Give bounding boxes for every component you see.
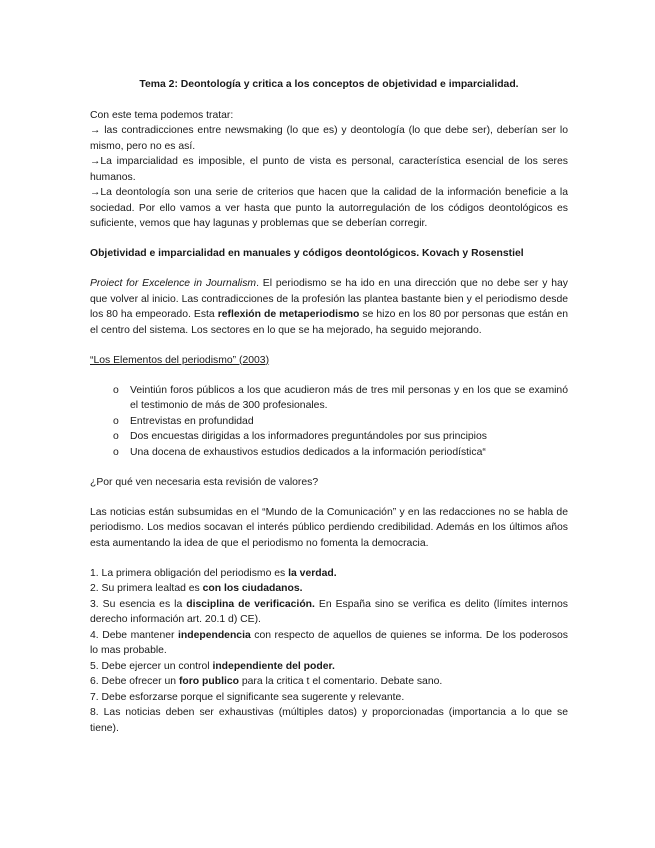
numbered-list	[90, 566, 568, 737]
bullet-icon: o	[113, 431, 119, 442]
arrow-icon: →	[90, 187, 101, 198]
list-item: o Una docena de exhaustivos estudios dedicados a la información periodística“	[113, 445, 568, 461]
intro-point: →La imparcialidad es imposible, el punto de vista es personal, característica esencial de los seres humanos.	[90, 156, 568, 183]
numbered-item: 7. Debe esforzarse porque el significante sea sugerente y relevante.	[90, 691, 405, 703]
paragraph: Las noticias están subsumidas en el “Mundo de la Comunicación” y en las redacciones no se habla de periodismo. Los medios socavan el interés público perdiendo credibilidad. Además en los últimos años esta aumentando la idea de que el periodismo no fomenta la democracia.	[90, 506, 568, 549]
project-name: Proiect for Excelence in Journalism	[90, 278, 257, 289]
numbered-item: 5. Debe ejercer un control independiente del poder.	[90, 660, 335, 672]
document-title: Tema 2: Deontología y critica a los conceptos de objetividad e imparcialidad.	[139, 79, 519, 90]
emphasis: reflexión de metaperiodismo	[217, 309, 360, 320]
bullet-icon: o	[113, 446, 119, 458]
list-item: o Veintiún foros públicos a los que acudieron más de tres mil personas y en los que se examinó el testimonio de más de 300 profesionales.	[113, 384, 568, 411]
list-item: o Dos encuestas dirigidas a los informadores preguntándoles por sus principios	[113, 429, 568, 445]
numbered-item: 8. Las noticias deben ser exhaustivas (múltiples datos) y proporcionadas (importancia a lo que se tiene).	[90, 707, 568, 734]
bullet-icon: o	[113, 384, 119, 396]
arrow-icon: →	[90, 125, 101, 136]
question: ¿Por qué ven necesaria esta revisión de valores?	[90, 476, 319, 488]
numbered-item: 2. Su primera lealtad es con los ciudadanos.	[90, 583, 303, 594]
book-heading: “Los Elementos del periodismo” (2003)	[90, 354, 270, 366]
bullet-list	[90, 383, 568, 461]
numbered-item: 6. Debe ofrecer un foro publico para la critica t el comentario. Debate sano.	[90, 676, 443, 687]
arrow-icon: →	[90, 156, 101, 167]
intro-lead: Con este tema podemos tratar:	[90, 109, 234, 121]
intro-point: →La deontología son una serie de criterios que hacen que la calidad de la información beneficie a la sociedad. Por ello vamos a ver hasta que punto la autorregulación de los códigos deontológicos es suficiente, vemos que hay lagunas y problemas que se deberían corregir.	[90, 187, 568, 229]
section1-paragraph: Proiect for Excelence in Journalism. El periodismo se ha ido en una dirección que no debe ser y hay que volver al inicio. Las contradicciones de la profesión las plantea bastante bien y el periodismo desde los 80 ha empeorado. Esta reflexión de metaperiodismo se hizo en los 80 por personas que están en el centro del sistema. Los sectores en lo que se ha mejorado, ha seguido mejorando.	[90, 278, 568, 336]
intro-point: → las contradicciones entre newsmaking (lo que es) y deontología (lo que debe ser), deberían ser lo mismo, pero no es así.	[90, 125, 568, 152]
numbered-item: 3. Su esencia es la disciplina de verificación. En España sino se verifica es delito (límites internos derecho información art. 20.1 d) CE).	[90, 598, 569, 625]
bullet-icon: o	[113, 415, 119, 427]
numbered-item: 4. Debe mantener independencia con respecto de aquellos de quienes se informa. De los poderosos lo mas probable.	[90, 629, 568, 656]
section-heading: Objetividad e imparcialidad en manuales y códigos deontológicos. Kovach y Rosenstiel	[90, 248, 524, 259]
numbered-item: 1. La primera obligación del periodismo es la verdad.	[90, 567, 337, 579]
list-item: o Entrevistas en profundidad	[113, 414, 568, 430]
